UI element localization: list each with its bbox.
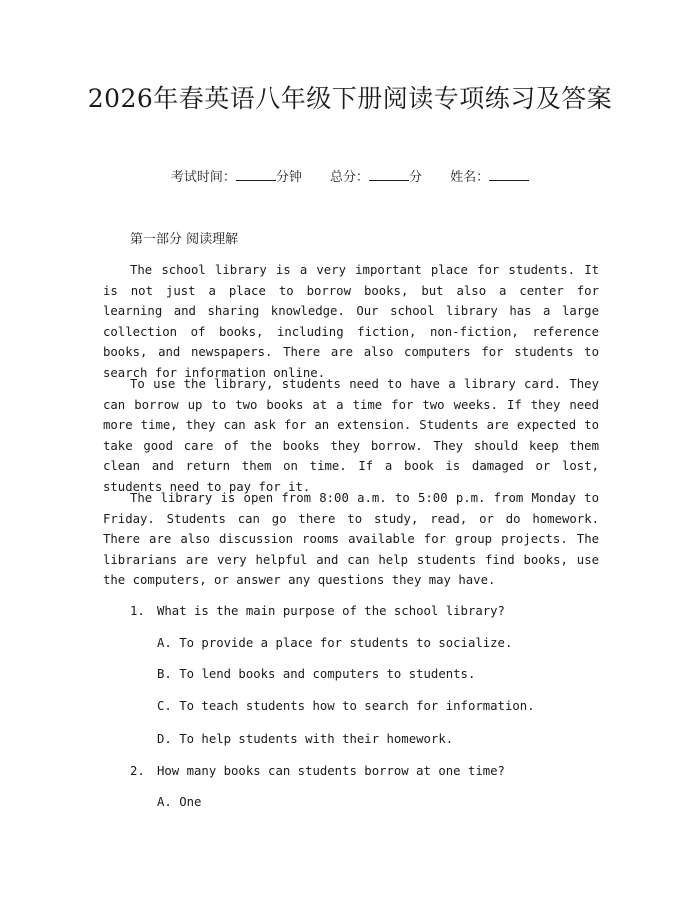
total-score-unit: 分 [409, 170, 423, 185]
section-heading: 第一部分 阅读理解 [130, 232, 239, 247]
question-2-text: How many books can students borrow at one time? [157, 764, 505, 778]
total-score-blank [369, 168, 409, 181]
question-1-text: What is the main purpose of the school library? [157, 604, 505, 618]
student-name-blank [489, 168, 529, 181]
question-2 [130, 762, 505, 780]
exam-time-blank [236, 168, 276, 181]
document-title: 2026年春英语八年级下册阅读专项练习及答案 [87, 84, 613, 113]
total-score-field [330, 168, 422, 187]
question-2-number: 2. [130, 764, 145, 778]
reading-paragraph-1: The school library is a very important place for students. It is not just a place to borrow books, but also a center for learning and sharing knowledge. Our school library has a large collection of books, including fiction, non-fiction, reference books, and newspapers. There are also computers for students to search for information online. [103, 263, 599, 380]
exam-time-label: 考试时间： [170, 170, 236, 185]
exam-time-field [171, 168, 302, 187]
student-name-field [450, 168, 529, 187]
question-1 [130, 602, 505, 620]
question-2-option-a: A. One [157, 795, 202, 809]
reading-paragraph-3: The library is open from 8:00 a.m. to 5:00 p.m. from Monday to Friday. Students can go there to study, read, or do homework. There are also discussion rooms available for group projects. The librarians are very helpful and can help students find books, use the computers, or answer any questions they may have. [103, 491, 599, 587]
question-1-option-b: B. To lend books and computers to students. [157, 667, 476, 681]
question-1-option-a: A. To provide a place for students to socialize. [157, 636, 513, 650]
reading-paragraph-2: To use the library, students need to have a library card. They can borrow up to two books at a time for two weeks. If they need more time, they can ask for an extension. Students are expected to take good care of the books they borrow. They should keep them clean and return them on time. If a book is damaged or lost, students need to pay for it. [103, 377, 599, 494]
total-score-label: 总分： [329, 170, 369, 185]
question-1-option-c: C. To teach students how to search for information. [157, 699, 535, 713]
student-name-label: 姓名： [450, 170, 490, 185]
exam-time-unit: 分钟 [275, 170, 302, 185]
exam-info-line [0, 168, 700, 187]
question-1-number: 1. [130, 604, 145, 618]
question-1-option-d: D. To help students with their homework. [157, 732, 454, 746]
